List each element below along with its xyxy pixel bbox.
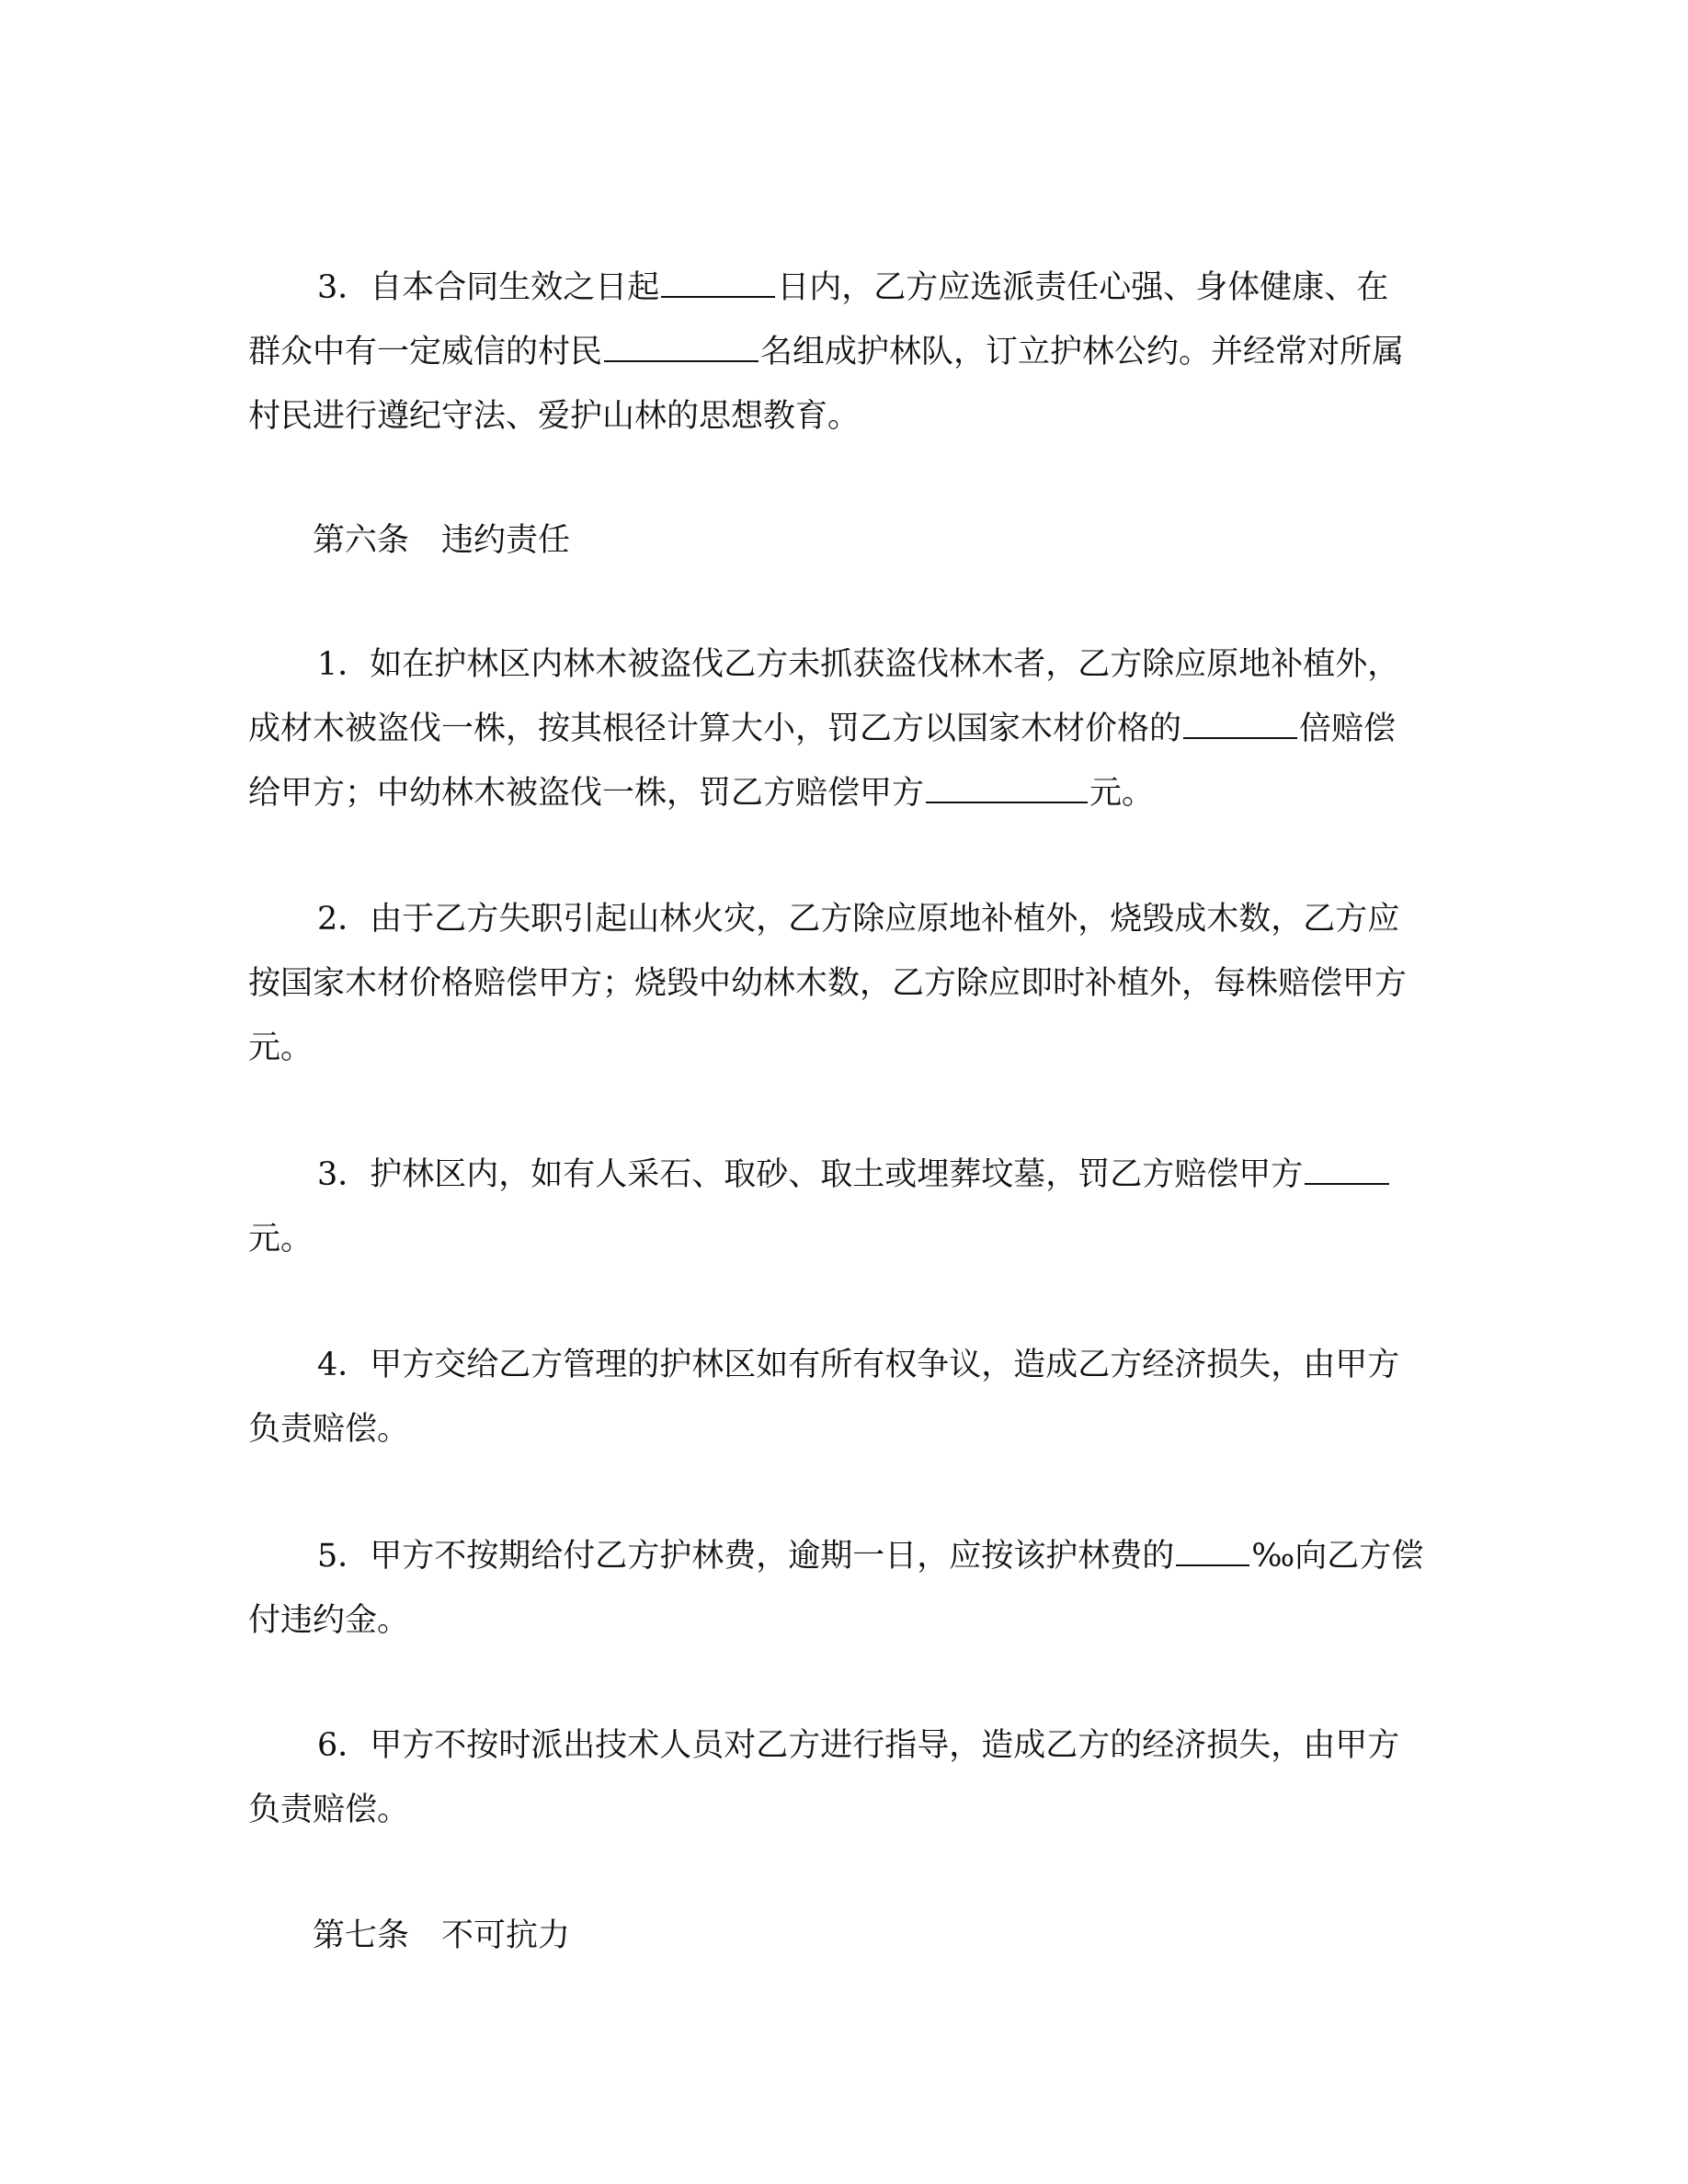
clause-6-5: 5．甲方不按期给付乙方护林费，逾期一日，应按该护林费的 ‰向乙方偿 付违约金。 xyxy=(248,1538,1424,1639)
clause-6-4: 4．甲方交给乙方管理的护林区如有所有权争议，造成乙方经济损失，由甲方 负责赔偿。 xyxy=(248,1347,1400,1448)
article-7-heading: 第七条 不可抗力 xyxy=(313,1917,571,1954)
blank-multiple xyxy=(1183,711,1297,739)
clause-6-2: 2．由于乙方失职引起山林火灾，乙方除应原地补植外，烧毁成木数，乙方应 按国家木材价格赔偿甲方；烧毁中幼林木数，乙方除应即时补植外，每株赔偿甲方 元。 xyxy=(248,901,1408,1066)
clause-6-6: 6．甲方不按时派出技术人员对乙方进行指导，造成乙方的经济损失，由甲方 负责赔偿。 xyxy=(248,1727,1400,1828)
blank-penalty-rate xyxy=(1176,1539,1249,1566)
blank-villager-count xyxy=(604,335,758,362)
clause-6-3: 3．护林区内，如有人采石、取砂、取土或埋葬坟墓，罚乙方赔偿甲方 元。 xyxy=(248,1143,1434,1271)
clause-5-3: 3．自本合同生效之日起 日内，乙方应选派责任心强、身体健康、在 群众中有一定威信的村民 名组成护林队，订立护林公约。并经常对所属 村民进行遵纪守法、爱护山林的思想教育。 xyxy=(248,269,1405,435)
clause-6-1: 1．如在护林区内林木被盗伐乙方未抓获盗伐林木者，乙方除应原地补植外， 成材木被盗伐一株，按其根径计算大小，罚乙方以国家木材价格的 倍赔偿 给甲方；中幼林木被盗伐一株，罚乙方赔偿甲方 元。 xyxy=(248,646,1400,812)
article-6-heading: 第六条 违约责任 xyxy=(313,522,571,559)
blank-amount-young-trees xyxy=(926,776,1088,803)
blank-amount-quarry xyxy=(1305,1157,1389,1185)
blank-days xyxy=(661,270,775,298)
